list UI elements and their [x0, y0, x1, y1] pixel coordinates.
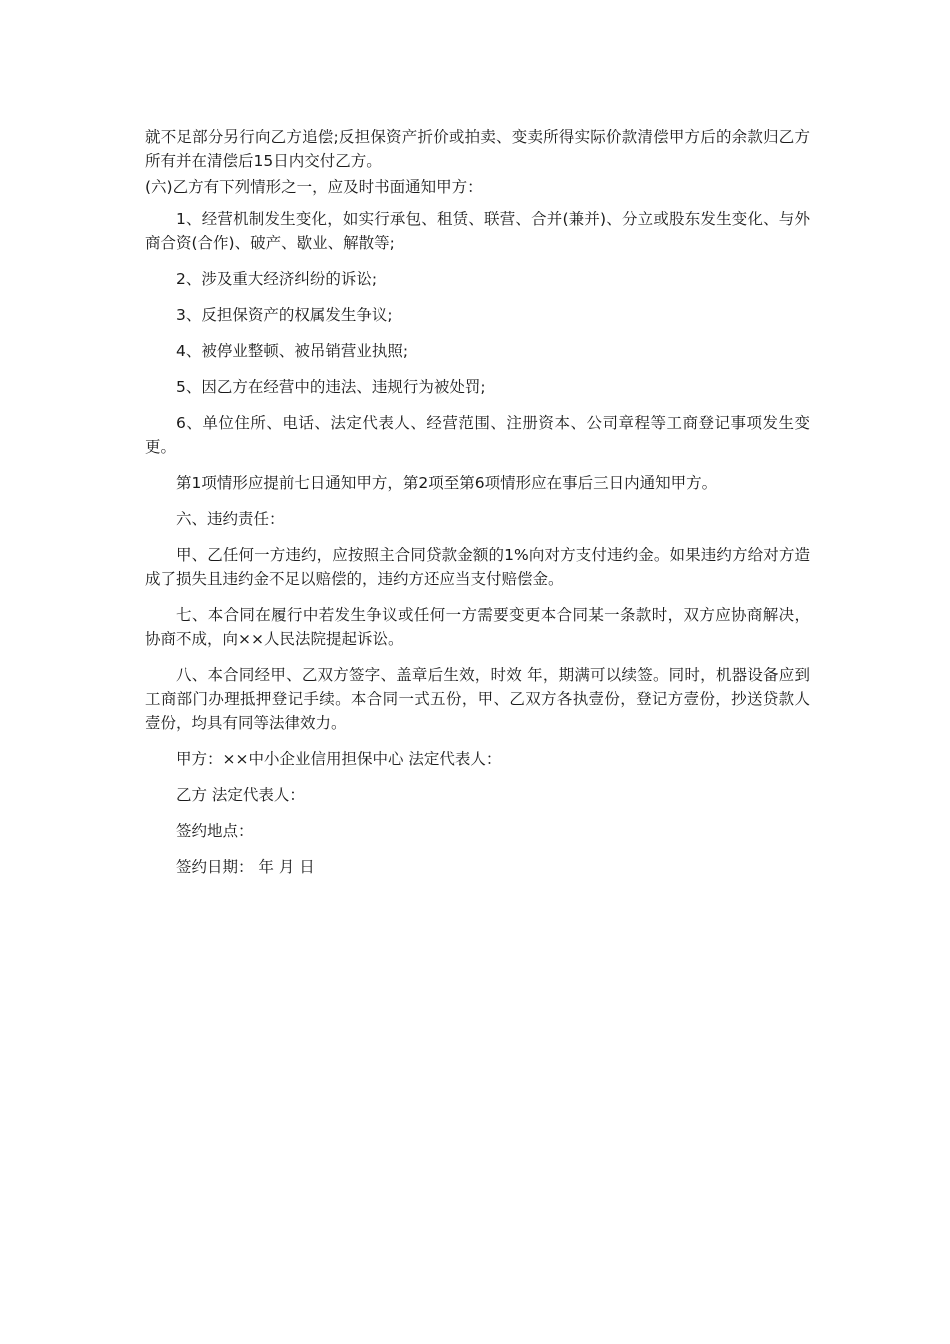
paragraph-notice-timing: 第1项情形应提前七日通知甲方，第2项至第6项情形应在事后三日内通知甲方。 [176, 474, 718, 492]
signing-place: 签约地点： [176, 822, 254, 840]
paragraph-item-5: 5、因乙方在经营中的违法、违规行为被处罚; [176, 378, 486, 396]
signature-party-a: 甲方：××中小企业信用担保中心 法定代表人： [176, 750, 502, 768]
signature-party-b: 乙方 法定代表人： [176, 786, 305, 804]
paragraph-item-4: 4、被停业整顿、被吊销营业执照; [176, 342, 409, 360]
paragraph-recourse: 就不足部分另行向乙方追偿;反担保资产折价或拍卖、变卖所得实际价款清偿甲方后的余款归乙方所有并在清偿后15日内交付乙方。 [145, 128, 810, 170]
section-heading-breach: 六、违约责任： [176, 510, 285, 528]
paragraph-dispute: 七、本合同在履行中若发生争议或任何一方需要变更本合同某一条款时，双方应协商解决，协商不成，向××人民法院提起诉讼。 [145, 606, 810, 648]
paragraph-item-2: 2、涉及重大经济纠纷的诉讼; [176, 270, 378, 288]
paragraph-item-6: 6、单位住所、电话、法定代表人、经营范围、注册资本、公司章程等工商登记事项发生变更。 [145, 414, 810, 456]
signing-date: 签约日期： 年 月 日 [176, 858, 315, 876]
document-body [145, 125, 810, 891]
paragraph-notify-heading: (六)乙方有下列情形之一，应及时书面通知甲方： [145, 178, 483, 196]
paragraph-breach-penalty: 甲、乙任何一方违约，应按照主合同贷款金额的1%向对方支付违约金。如果违约方给对方造成了损失且违约金不足以赔偿的，违约方还应当支付赔偿金。 [145, 546, 810, 588]
paragraph-item-1: 1、经营机制发生变化，如实行承包、租赁、联营、合并(兼并)、分立或股东发生变化、与外商合资(合作)、破产、歇业、解散等; [145, 210, 810, 252]
paragraph-item-3: 3、反担保资产的权属发生争议; [176, 306, 393, 324]
paragraph-effective: 八、本合同经甲、乙双方签字、盖章后生效，时效 年，期满可以续签。同时，机器设备应到工商部门办理抵押登记手续。本合同一式五份，甲、乙双方各执壹份，登记方壹份，抄送贷款人壹份，均具有同等法律效力。 [145, 666, 810, 732]
